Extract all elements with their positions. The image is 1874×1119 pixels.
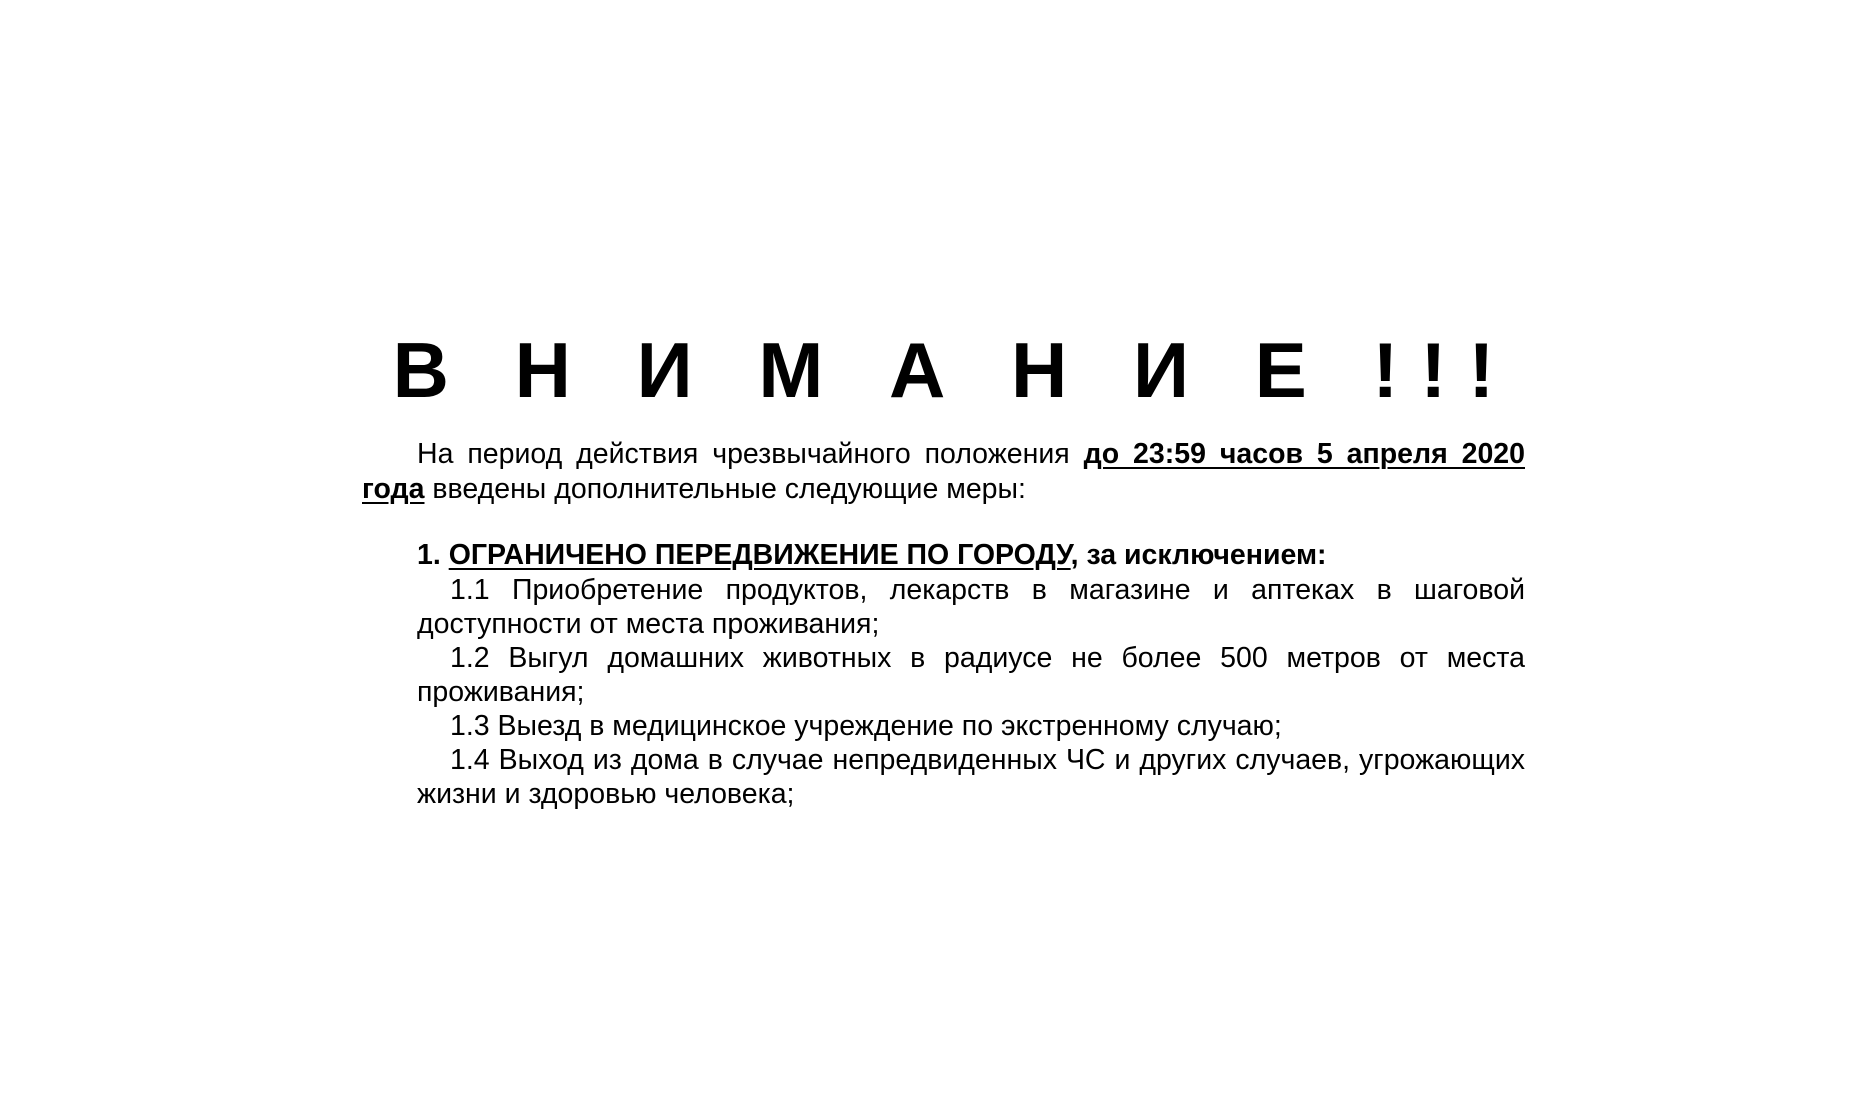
section-heading-underlined: ОГРАНИЧЕНО ПЕРЕДВИЖЕНИЕ ПО ГОРОДУ — [448, 539, 1071, 571]
intro-paragraph — [362, 437, 1525, 507]
section-heading — [417, 538, 1525, 573]
list-item: 1.4 Выход из дома в случае непредвиденных ЧС и других случаев, угрожающих жизни и здоровью человека; — [417, 744, 1525, 810]
notice-document — [362, 325, 1525, 811]
restriction-section — [417, 538, 1525, 811]
list-item: 1.2 Выгул домашних животных в радиусе не более 500 метров от места проживания; — [417, 642, 1525, 708]
intro-deadline: до 23:59 часов 5 апреля 2020 года — [362, 438, 1525, 505]
section-heading-rest: , за исключением: — [1070, 539, 1327, 571]
list-item: 1.1 Приобретение продуктов, лекарств в магазине и аптеках в шаговой доступности от места проживания; — [417, 574, 1525, 640]
notice-title: В Н И М А Н И Е !!! — [392, 326, 1517, 414]
intro-rest: введены дополнительные следующие меры: — [424, 473, 1026, 505]
section-number: 1. — [417, 539, 449, 571]
intro-text: На период действия чрезвычайного положения — [417, 438, 1084, 470]
list-item: 1.3 Выезд в медицинское учреждение по экстренному случаю; — [450, 710, 1282, 742]
